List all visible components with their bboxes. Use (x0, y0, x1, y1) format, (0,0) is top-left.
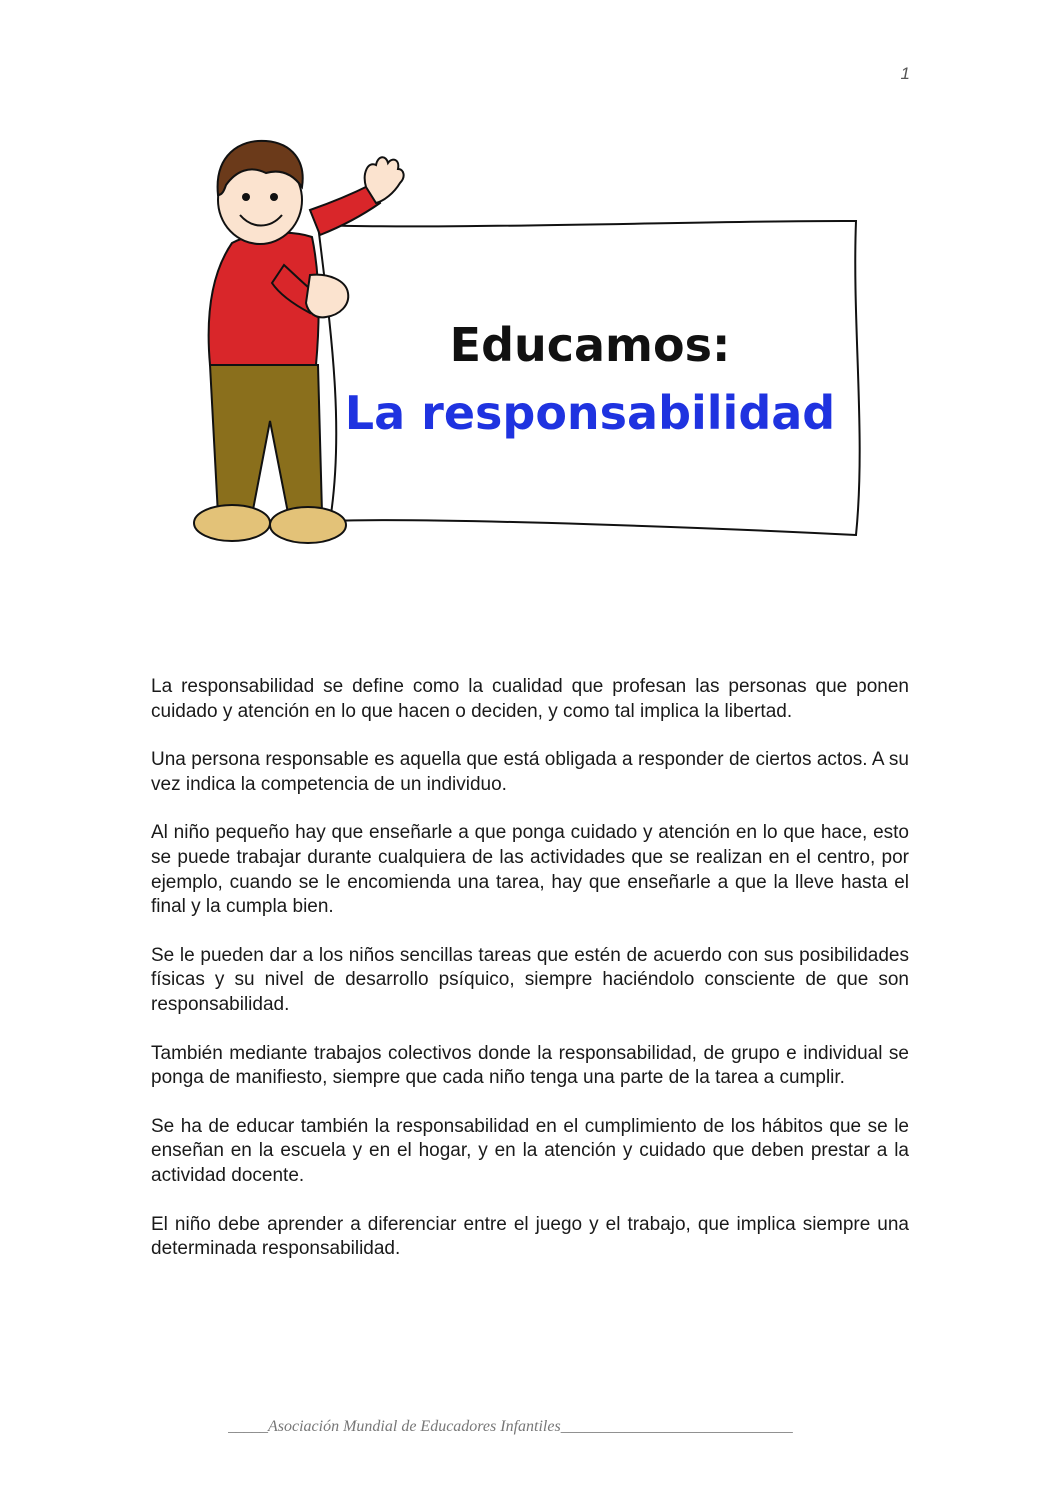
waving-hand (365, 157, 404, 203)
paragraph: Una persona responsable es aquella que está obligada a responder de ciertos actos. A su vez indica la competencia de un individuo. (151, 749, 909, 795)
paragraph: Se ha de educar también la responsabilidad en el cumplimiento de los hábitos que se le enseñan en la escuela y en el hogar, y en la atención y cuidado que deben prestar a la actividad docente. (151, 1115, 909, 1186)
paragraph: Al niño pequeño hay que enseñarle a que ponga cuidado y atención en lo que hace, esto se puede trabajar durante cualquiera de las actividades que se realizan en el centro, por ejemplo, cuando se le encomienda una tarea, hay que enseñarle a que la lleve hasta el final y la cumpla bien. (151, 822, 909, 918)
paragraph: También mediante trabajos colectivos donde la responsabilidad, de grupo e individual se ponga de manifiesto, siempre que cada niño tenga una parte de la tarea a cumplir. (151, 1042, 909, 1089)
pants (210, 365, 322, 515)
right-shoe (270, 507, 346, 543)
left-shoe (194, 505, 270, 541)
page-number: 1 (900, 64, 910, 83)
banner-sign (318, 221, 860, 535)
banner-subtitle: La responsabilidad (344, 386, 836, 440)
paragraph: La responsabilidad se define como la cualidad que profesan las personas que ponen cuidado y atención en lo que hacen o deciden, y como tal implica la libertad. (151, 676, 909, 722)
right-eye (270, 193, 278, 201)
banner-title: Educamos: (449, 318, 731, 372)
left-eye (242, 193, 250, 201)
body-text (151, 675, 909, 1286)
paragraph: Se le pueden dar a los niños sencillas tareas que estén de acuerdo con sus posibilidades físicas y su nivel de desarrollo psíquico, siempre haciéndolo consciente de que son responsabilidad. (151, 944, 909, 1015)
footer-organization: _____Asociación Mundial de Educadores Infantiles_____________________________ (228, 1418, 793, 1435)
paragraph: El niño debe aprender a diferenciar entre el juego y el trabajo, que implica siempre una determinada responsabilidad. (151, 1213, 909, 1260)
